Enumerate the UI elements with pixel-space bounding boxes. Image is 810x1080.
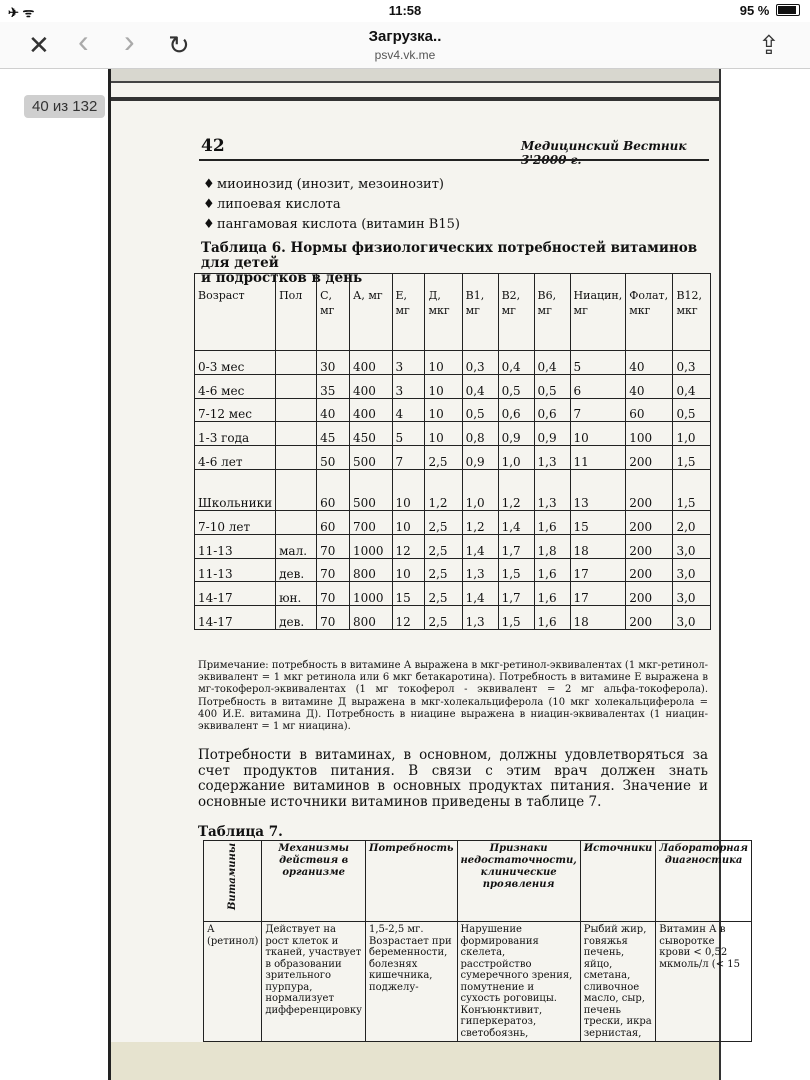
table-cell: 13 xyxy=(570,469,626,510)
page-number: 42 xyxy=(201,136,225,156)
page-separator xyxy=(111,97,719,101)
table-header-cell: B1, мг xyxy=(462,274,498,351)
journal-header: Медицинский Вестник xyxy=(521,139,687,153)
table-cell: 1,4 xyxy=(498,510,534,534)
table-cell: Нарушение формирования скелета, расстройство сумеречного зрения, помутнение и сухость роговицы. Конъюнктивит, гиперкератоз, светобоязнь, xyxy=(457,922,580,1042)
table-cell: 1,0 xyxy=(498,446,534,470)
page-top-band xyxy=(111,69,719,83)
table-cell: 60 xyxy=(317,510,350,534)
table-cell: Действует на рост клеток и тканей, участвует в образовании зрительного пурпура, нормализует дифференцировку xyxy=(262,922,366,1042)
table-cell: 17 xyxy=(570,582,626,606)
table-row xyxy=(195,374,711,398)
table-cell xyxy=(276,398,317,422)
table-cell: 2,5 xyxy=(425,534,462,558)
table-cell: 10 xyxy=(425,422,462,446)
forward-icon[interactable]: › xyxy=(124,23,135,59)
table-cell: А (ретинол) xyxy=(204,922,262,1042)
table-cell: 50 xyxy=(317,446,350,470)
browser-nav-bar xyxy=(0,22,810,69)
table-cell: 1,2 xyxy=(462,510,498,534)
table-cell: 400 xyxy=(350,374,392,398)
table-header-cell: B6, мг xyxy=(534,274,570,351)
table-cell: 1,6 xyxy=(534,558,570,582)
table-cell: 800 xyxy=(350,606,392,630)
table-row xyxy=(195,510,711,534)
table-cell: 1000 xyxy=(350,582,392,606)
table-cell: 0,9 xyxy=(498,422,534,446)
reload-icon[interactable]: ↻ xyxy=(168,30,190,60)
table-cell: 30 xyxy=(317,351,350,375)
table-cell: 1,3 xyxy=(534,446,570,470)
table-cell: 450 xyxy=(350,422,392,446)
table-cell: 18 xyxy=(570,534,626,558)
table-cell: 800 xyxy=(350,558,392,582)
table-cell: 7 xyxy=(392,446,425,470)
table-cell: 11 xyxy=(570,446,626,470)
table-cell: Школьники xyxy=(195,469,276,510)
table-header-cell: B2, мг xyxy=(498,274,534,351)
vitamin-sources-table xyxy=(203,840,752,1042)
table-cell: 1,2 xyxy=(425,469,462,510)
status-right xyxy=(740,3,800,18)
share-icon[interactable]: ⇪ xyxy=(758,30,780,60)
table-cell: 40 xyxy=(626,374,673,398)
table-cell: 70 xyxy=(317,582,350,606)
table-row xyxy=(195,558,711,582)
table-header-row xyxy=(204,841,752,922)
table-cell: 70 xyxy=(317,558,350,582)
table-cell: 1,6 xyxy=(534,606,570,630)
close-icon[interactable]: ✕ xyxy=(28,30,50,60)
table-cell: 200 xyxy=(626,606,673,630)
table7-caption: Таблица 7. xyxy=(198,824,283,840)
table-row xyxy=(195,469,711,510)
page-url[interactable]: psv4.vk.me xyxy=(374,48,436,62)
table-header-cell: B12, мкг xyxy=(673,274,711,351)
table-cell: 5 xyxy=(392,422,425,446)
table-cell: 200 xyxy=(626,510,673,534)
table-cell: 4-6 мес xyxy=(195,374,276,398)
table-cell: 1,3 xyxy=(462,558,498,582)
table-cell: 200 xyxy=(626,582,673,606)
table-cell: Рыбий жир, говяжья печень, яйцо, сметана, сливочное масло, сыр, печень трески, икра зернистая, xyxy=(580,922,656,1042)
table-header-cell: Ниацин, мг xyxy=(570,274,626,351)
table-cell: 3 xyxy=(392,351,425,375)
table-header-cell: А, мг xyxy=(350,274,392,351)
table-cell: 0,3 xyxy=(462,351,498,375)
table-cell: 10 xyxy=(425,398,462,422)
table-cell: 1,4 xyxy=(462,534,498,558)
table-header-cell: Витамины xyxy=(204,841,262,922)
table-cell: 100 xyxy=(626,422,673,446)
table-cell: 60 xyxy=(626,398,673,422)
table-cell xyxy=(276,510,317,534)
table-cell: 0,3 xyxy=(673,351,711,375)
table-cell xyxy=(276,374,317,398)
table-cell: мал. xyxy=(276,534,317,558)
table6-note: Примечание: потребность в витамине А выражена в мкг-ретинол-эквивалентах (1 мкг-ретинол-эквивалент = 1 мкг ретинола или 6 мкг бетакаротина). Потребность в витамине Е выражена в мг-токоферол-эквивалентах (1 мг токоферол - эквивалент = 2 мг альфа-токоферола). Потребность в витамине Д выражена в мкг-холекальциферола (10 мкг холекальциферола = 400 И.Е. витамина Д). Потребность в ниацине выражена в ниацин-эквивалентах (1 ниацин-эквивалент = 1 мг ниацина). xyxy=(198,660,708,733)
table-cell: 700 xyxy=(350,510,392,534)
table-cell: 0,4 xyxy=(498,351,534,375)
table-cell: 1,7 xyxy=(498,582,534,606)
table-header-cell: Возраст xyxy=(195,274,276,351)
table-row xyxy=(195,446,711,470)
table-cell: 1,8 xyxy=(534,534,570,558)
table-cell: 18 xyxy=(570,606,626,630)
table-cell: 1,4 xyxy=(462,582,498,606)
table-cell: 0,5 xyxy=(673,398,711,422)
wifi-icon: ᯤ xyxy=(22,5,35,20)
table-cell: 1-3 года xyxy=(195,422,276,446)
table-cell: 40 xyxy=(626,351,673,375)
back-icon[interactable]: ‹ xyxy=(78,23,89,59)
table-header-cell: Фолат, мкг xyxy=(626,274,673,351)
table-cell xyxy=(276,351,317,375)
table-cell: 0,9 xyxy=(534,422,570,446)
table-cell: 1,5 xyxy=(673,469,711,510)
table-cell: 1,7 xyxy=(498,534,534,558)
table-cell: 10 xyxy=(392,469,425,510)
table-cell: 0,6 xyxy=(498,398,534,422)
table-cell: 0-3 мес xyxy=(195,351,276,375)
table-cell: 0,9 xyxy=(462,446,498,470)
table-cell: 2,5 xyxy=(425,446,462,470)
table-cell: 200 xyxy=(626,558,673,582)
table-row xyxy=(195,398,711,422)
table-row xyxy=(195,422,711,446)
table-cell: 3,0 xyxy=(673,534,711,558)
table-cell: 500 xyxy=(350,446,392,470)
page-counter: 40 из 132 xyxy=(24,95,105,118)
status-time: 11:58 xyxy=(388,3,422,18)
header-rule xyxy=(199,159,709,161)
table-cell: 2,5 xyxy=(425,558,462,582)
table-cell: 15 xyxy=(392,582,425,606)
table-cell: 17 xyxy=(570,558,626,582)
table-cell: 1,0 xyxy=(462,469,498,510)
table-cell: юн. xyxy=(276,582,317,606)
table-cell: 70 xyxy=(317,606,350,630)
table-cell: 2,5 xyxy=(425,582,462,606)
table-cell: 1,5 xyxy=(498,606,534,630)
bullet-item: ♦ пангамовая кислота (витамин B15) xyxy=(203,217,460,232)
table-cell: 500 xyxy=(350,469,392,510)
table-cell: 1,0 xyxy=(673,422,711,446)
table-cell: 14-17 xyxy=(195,582,276,606)
table-cell: 400 xyxy=(350,398,392,422)
table-cell: 1,5-2,5 мг. Возрастает при беременности, болезнях кишечника, поджелу- xyxy=(366,922,458,1042)
table-cell: 11-13 xyxy=(195,534,276,558)
table-cell: 10 xyxy=(425,351,462,375)
table-cell: дев. xyxy=(276,606,317,630)
table-cell: 11-13 xyxy=(195,558,276,582)
table-cell: 3,0 xyxy=(673,582,711,606)
table-cell: 1,2 xyxy=(498,469,534,510)
vitamin-norms-table xyxy=(194,273,711,630)
table-cell: 0,5 xyxy=(534,374,570,398)
table-cell: 0,4 xyxy=(462,374,498,398)
table-header-cell: Механизмы действия в организме xyxy=(262,841,366,922)
table-header-cell: Д, мкг xyxy=(425,274,462,351)
table-header-row xyxy=(195,274,711,351)
table-cell: 35 xyxy=(317,374,350,398)
table-cell: 0,6 xyxy=(534,398,570,422)
table-cell: 10 xyxy=(392,510,425,534)
table-row xyxy=(195,582,711,606)
table-cell: 0,4 xyxy=(534,351,570,375)
table-header-cell: Е, мг xyxy=(392,274,425,351)
table-cell: 12 xyxy=(392,534,425,558)
table-cell: 7-12 мес xyxy=(195,398,276,422)
table-cell: 7-10 лет xyxy=(195,510,276,534)
table-header-cell: Признаки недостаточности, клинические проявления xyxy=(457,841,580,922)
table-cell: 15 xyxy=(570,510,626,534)
table-header-cell: Пол xyxy=(276,274,317,351)
table-cell: 4-6 лет xyxy=(195,446,276,470)
table-cell: 3,0 xyxy=(673,606,711,630)
table-cell: 1,3 xyxy=(534,469,570,510)
table-cell: 60 xyxy=(317,469,350,510)
table-cell: 3,0 xyxy=(673,558,711,582)
table-cell: 10 xyxy=(425,374,462,398)
table6-caption: Таблица 6. Нормы физиологических потребностей витаминов для детей и подростков в день xyxy=(201,240,698,286)
table-cell: 6 xyxy=(570,374,626,398)
table-row xyxy=(195,351,711,375)
table-row xyxy=(204,922,752,1042)
status-bar xyxy=(0,0,810,22)
airplane-icon: ✈ xyxy=(8,5,19,20)
bullet-item: ♦ липоевая кислота xyxy=(203,197,341,212)
page-bottom-band xyxy=(111,1042,719,1080)
bullet-item: ♦ миоинозид (инозит, мезоинозит) xyxy=(203,177,444,192)
table-cell: 2,5 xyxy=(425,510,462,534)
table-row xyxy=(195,606,711,630)
table-cell: 4 xyxy=(392,398,425,422)
table-cell: 70 xyxy=(317,534,350,558)
table-cell: 1,6 xyxy=(534,582,570,606)
table-cell: 1000 xyxy=(350,534,392,558)
table-header-cell: Потребность xyxy=(366,841,458,922)
table-cell: 10 xyxy=(392,558,425,582)
table-cell: 2,5 xyxy=(425,606,462,630)
table-cell: 400 xyxy=(350,351,392,375)
table-cell: 12 xyxy=(392,606,425,630)
table-cell: 1,6 xyxy=(534,510,570,534)
table-cell: 200 xyxy=(626,446,673,470)
table-row xyxy=(195,534,711,558)
table-cell: 0,5 xyxy=(462,398,498,422)
battery-percent: 95 % xyxy=(739,3,770,18)
table-header-cell: Источники xyxy=(580,841,656,922)
table-cell: 2,0 xyxy=(673,510,711,534)
table-cell: 40 xyxy=(317,398,350,422)
table-cell: 200 xyxy=(626,469,673,510)
table-cell: 5 xyxy=(570,351,626,375)
table-cell xyxy=(276,469,317,510)
table-cell xyxy=(276,422,317,446)
table-cell: 14-17 xyxy=(195,606,276,630)
table-cell: Витамин А в сыворотке крови < 0,52 мкмоль/л (< 15 xyxy=(656,922,752,1042)
table-cell: дев. xyxy=(276,558,317,582)
table-cell: 1,3 xyxy=(462,606,498,630)
table-cell xyxy=(276,446,317,470)
battery-icon xyxy=(776,4,800,16)
table-cell: 200 xyxy=(626,534,673,558)
table-cell: 0,4 xyxy=(673,374,711,398)
table-header-cell: Лабораторная диагностика xyxy=(656,841,752,922)
table-cell: 10 xyxy=(570,422,626,446)
table-header-cell: С, мг xyxy=(317,274,350,351)
body-paragraph: Потребности в витаминах, в основном, должны удовлетворяться за счет продуктов питания. В связи с этим врач должен знать содержание витаминов в основных продуктах питания. Значение и основные источники витаминов приведены в таблице 7. xyxy=(198,747,708,810)
table-cell: 1,5 xyxy=(673,446,711,470)
table-cell: 1,5 xyxy=(498,558,534,582)
table-cell: 3 xyxy=(392,374,425,398)
table-cell: 0,8 xyxy=(462,422,498,446)
table-cell: 7 xyxy=(570,398,626,422)
table-cell: 0,5 xyxy=(498,374,534,398)
page-title: Загрузка.. xyxy=(368,28,442,45)
table-cell: 45 xyxy=(317,422,350,446)
